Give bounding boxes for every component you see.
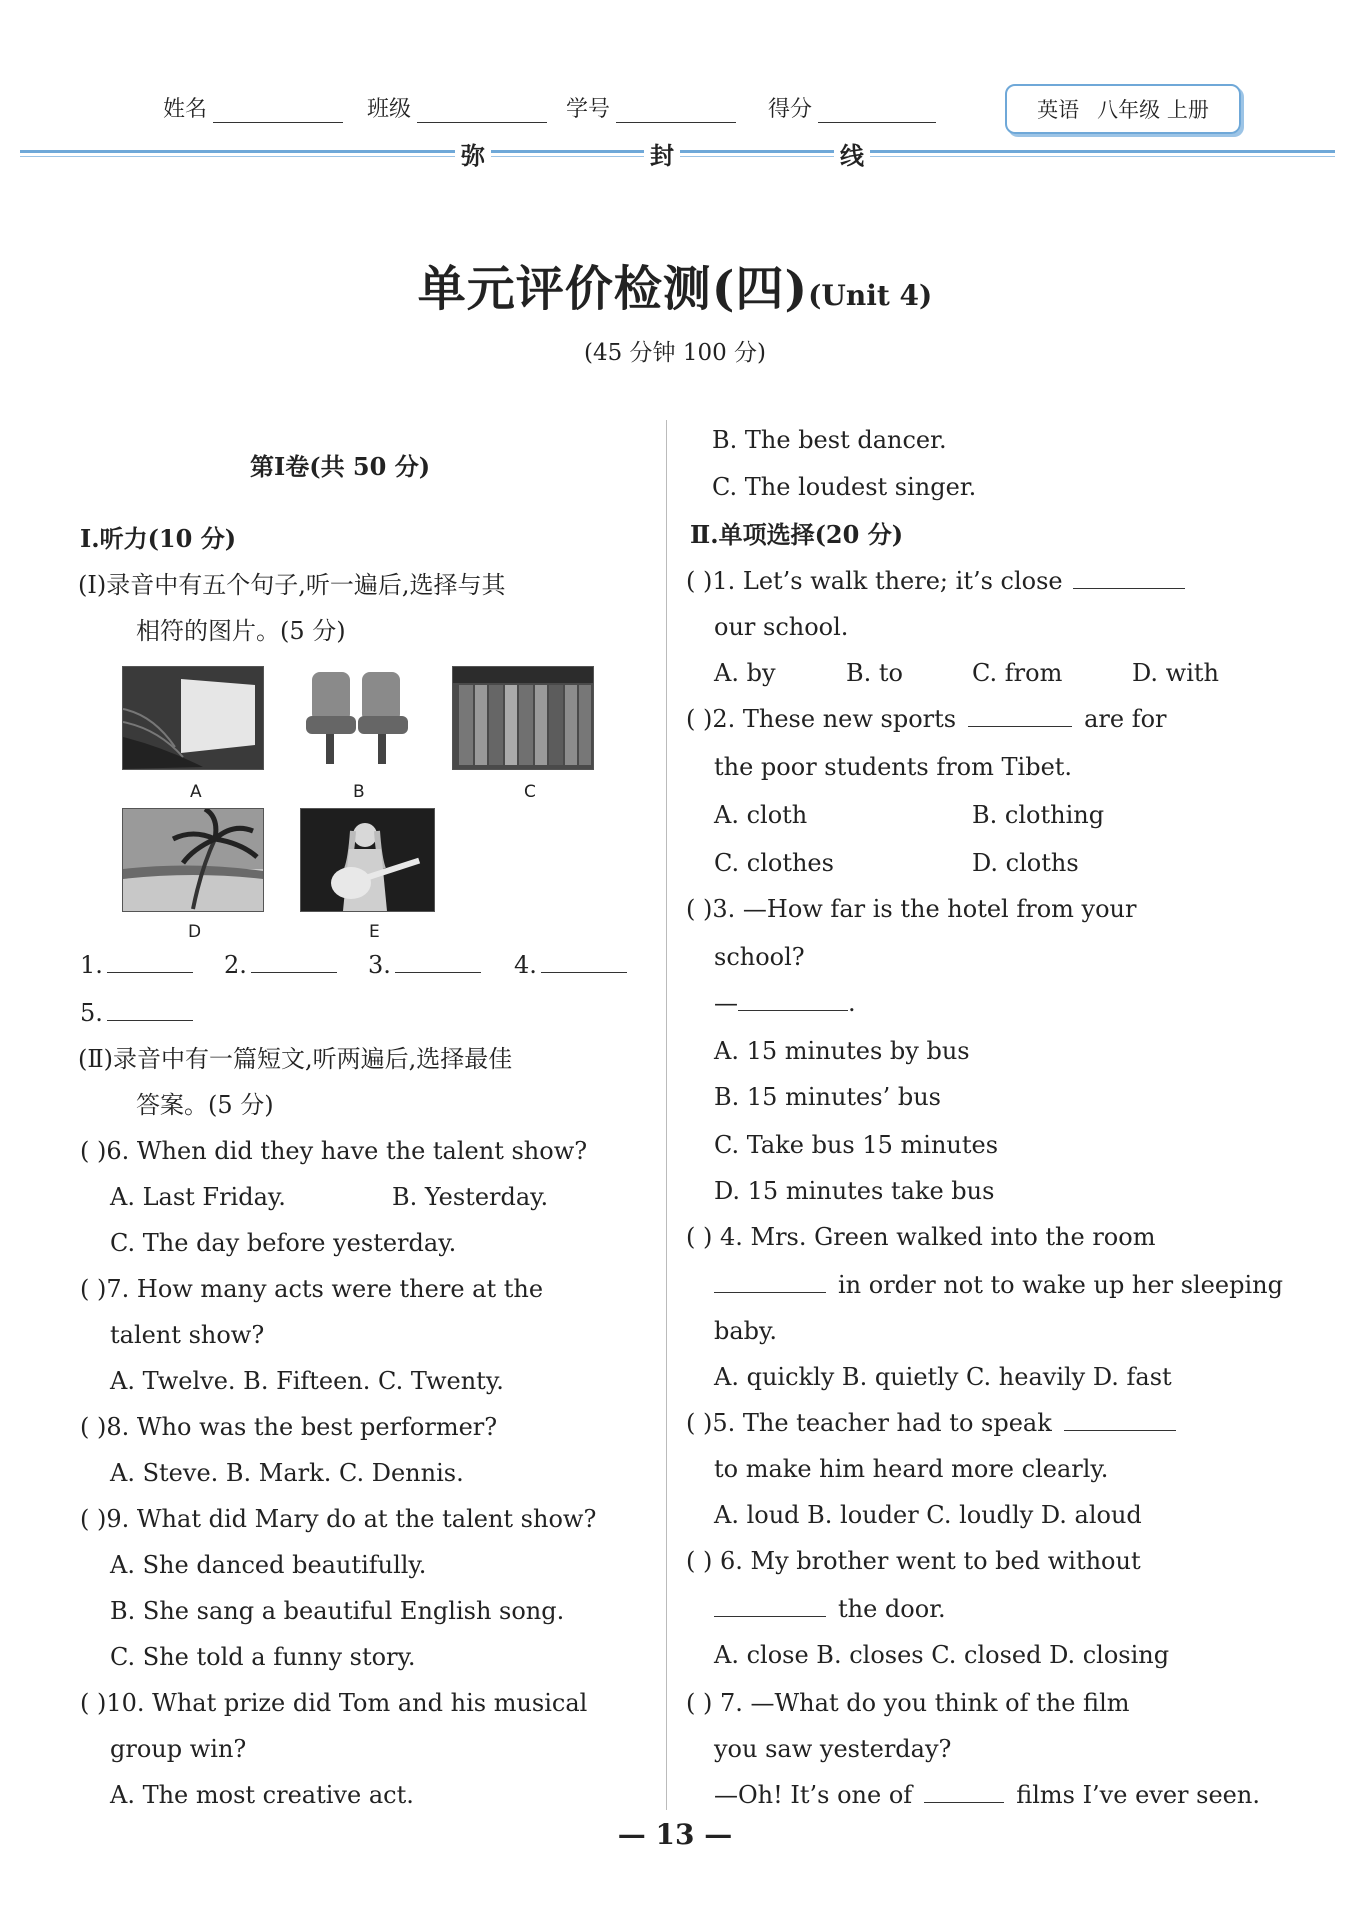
- s3-option-a: A. 15 minutes by bus: [714, 1037, 970, 1065]
- s3-stem-1: ( )3. —How far is the hotel from your: [686, 895, 1137, 923]
- q7-stem-1: ( )7. How many acts were there at the: [80, 1275, 544, 1303]
- q9-stem: ( )9. What did Mary do at the talent show?: [80, 1505, 597, 1533]
- answer-2: [224, 950, 337, 980]
- q6-option-c: C. The day before yesterday.: [110, 1229, 457, 1257]
- answer-3-blank[interactable]: [395, 950, 481, 973]
- title-main: 单元评价检测(四): [417, 261, 809, 317]
- s2-option-b: B. clothing: [972, 801, 1105, 829]
- s3-stem-2: school?: [714, 943, 805, 971]
- pic-label-b: B: [353, 782, 365, 802]
- pic-label-a: A: [190, 782, 202, 802]
- s2-option-c: C. clothes: [714, 849, 834, 877]
- s6-options: A. close B. closes C. closed D. closing: [714, 1641, 1170, 1669]
- q10-stem-2: group win?: [110, 1735, 247, 1763]
- s6-stem-2: [714, 1594, 946, 1624]
- section1-title: Ⅰ.听力(10 分): [80, 524, 237, 553]
- s7-stem-1: ( ) 7. —What do you think of the film: [686, 1689, 1130, 1717]
- s1-option-c: C. from: [972, 659, 1063, 687]
- sub2-instruction-2: 答案。(5 分): [136, 1091, 274, 1119]
- s2-stem-text: ( )2. These new sports: [686, 705, 957, 733]
- seal-char-2: 封: [644, 136, 680, 171]
- id-label: 学号: [566, 97, 611, 122]
- s5-stem-2: to make him heard more clearly.: [714, 1455, 1109, 1483]
- answer-5: [80, 998, 193, 1028]
- s1-option-d: D. with: [1132, 659, 1219, 687]
- answer-1-blank[interactable]: [107, 950, 193, 973]
- s3-dash: —: [714, 989, 738, 1017]
- q10-option-c: C. The loudest singer.: [712, 473, 977, 501]
- s2-blank[interactable]: [968, 704, 1072, 727]
- clothes-rack-icon: [453, 667, 593, 769]
- class-field: [367, 92, 547, 123]
- s5-stem-1: [686, 1408, 1176, 1438]
- q9-option-a: A. She danced beautifully.: [110, 1551, 427, 1579]
- picture-beach: [122, 808, 264, 912]
- name-blank[interactable]: [213, 98, 343, 123]
- s4-stem-3: baby.: [714, 1317, 778, 1345]
- subject-box: [1005, 84, 1241, 134]
- s6-blank[interactable]: [714, 1594, 826, 1617]
- s3-blank[interactable]: [738, 988, 848, 1011]
- s4-blank[interactable]: [714, 1270, 826, 1293]
- s4-stem-2: [714, 1270, 1283, 1300]
- guitar-singer-icon: [301, 809, 434, 911]
- answer-4-num: 4.: [514, 951, 537, 979]
- q10-option-a: A. The most creative act.: [110, 1781, 414, 1809]
- q10-stem-1: ( )10. What prize did Tom and his musical: [80, 1689, 588, 1717]
- answer-4: [514, 950, 627, 980]
- s7-stem-2: you saw yesterday?: [714, 1735, 952, 1763]
- answer-1: [80, 950, 193, 980]
- s1-option-b: B. to: [846, 659, 903, 687]
- s7-blank[interactable]: [924, 1780, 1004, 1803]
- s1-stem-1: [686, 566, 1185, 596]
- name-field: [163, 92, 343, 123]
- q7-options: A. Twelve. B. Fifteen. C. Twenty.: [110, 1367, 504, 1395]
- s4-options: A. quickly B. quietly C. heavily D. fast: [714, 1363, 1172, 1391]
- score-label: 得分: [768, 97, 813, 122]
- q9-option-b: B. She sang a beautiful English song.: [110, 1597, 565, 1625]
- subject-label: 英语: [1037, 98, 1080, 122]
- s7-stem-3: [714, 1780, 1260, 1810]
- pic-label-c: C: [524, 782, 536, 802]
- s3-dot: .: [848, 989, 856, 1017]
- pic-label-e: E: [369, 922, 380, 942]
- s1-stem-2: our school.: [714, 613, 849, 641]
- id-blank[interactable]: [616, 98, 736, 123]
- pic-label-d: D: [188, 922, 202, 942]
- s6-stem-text: the door.: [838, 1595, 946, 1623]
- class-label: 班级: [367, 97, 412, 122]
- title-unit: (Unit 4): [808, 279, 933, 312]
- picture-clothes: [452, 666, 594, 770]
- s5-options: A. loud B. louder C. loudly D. aloud: [714, 1501, 1142, 1529]
- answer-2-blank[interactable]: [251, 950, 337, 973]
- answer-3: [368, 950, 481, 980]
- answer-4-blank[interactable]: [541, 950, 627, 973]
- name-label: 姓名: [163, 97, 208, 122]
- grade-label: 八年级 上册: [1097, 98, 1209, 122]
- class-blank[interactable]: [417, 98, 547, 123]
- answer-5-num: 5.: [80, 999, 103, 1027]
- s6-stem-1: ( ) 6. My brother went to bed without: [686, 1547, 1141, 1575]
- picture-guitar-singer: [300, 808, 435, 912]
- s5-stem-text: ( )5. The teacher had to speak: [686, 1409, 1052, 1437]
- sub1-instruction-1: (Ⅰ)录音中有五个句子,听一遍后,选择与其: [78, 571, 506, 599]
- q6-option-a: A. Last Friday.: [110, 1183, 286, 1211]
- s1-blank[interactable]: [1073, 566, 1185, 589]
- s2-stem-tail: are for: [1084, 705, 1167, 733]
- answer-1-num: 1.: [80, 951, 103, 979]
- picture-seats: [300, 666, 416, 768]
- s3-answer-line: [714, 988, 856, 1018]
- picture-cinema: [122, 666, 264, 770]
- seal-char-1: 弥: [455, 136, 491, 171]
- s2-option-d: D. cloths: [972, 849, 1079, 877]
- q9-option-c: C. She told a funny story.: [110, 1643, 416, 1671]
- s4-stem-1: ( ) 4. Mrs. Green walked into the room: [686, 1223, 1156, 1251]
- answer-2-num: 2.: [224, 951, 247, 979]
- seal-char-3: 线: [834, 136, 870, 171]
- s3-option-b: B. 15 minutes’ bus: [714, 1083, 941, 1111]
- q6-option-b: B. Yesterday.: [392, 1183, 549, 1211]
- s5-blank[interactable]: [1064, 1408, 1176, 1431]
- s1-stem-text: ( )1. Let’s walk there; it’s close: [686, 567, 1063, 595]
- q8-options: A. Steve. B. Mark. C. Dennis.: [110, 1459, 464, 1487]
- cinema-screen-icon: [123, 667, 263, 769]
- time-score: (45 分钟 100 分): [583, 340, 767, 366]
- answer-5-blank[interactable]: [107, 998, 193, 1021]
- s3-option-d: D. 15 minutes take bus: [714, 1177, 995, 1205]
- s2-option-a: A. cloth: [714, 801, 808, 829]
- beach-palm-icon: [123, 809, 263, 911]
- q10-option-b: B. The best dancer.: [712, 426, 947, 454]
- page-number: — 13 —: [617, 1818, 733, 1851]
- q7-stem-2: talent show?: [110, 1321, 265, 1349]
- score-field: [768, 92, 936, 123]
- q8-stem: ( )8. Who was the best performer?: [80, 1413, 498, 1441]
- q6-stem: ( )6. When did they have the talent show?: [80, 1137, 588, 1165]
- section2-title: Ⅱ.单项选择(20 分): [690, 520, 904, 549]
- s7-stem-text: —Oh! It’s one of: [714, 1781, 913, 1809]
- sub2-instruction-1: (Ⅱ)录音中有一篇短文,听两遍后,选择最佳: [78, 1045, 513, 1073]
- s3-option-c: C. Take bus 15 minutes: [714, 1131, 999, 1159]
- s4-stem-text: in order not to wake up her sleeping: [838, 1271, 1283, 1299]
- s1-option-a: A. by: [714, 659, 776, 687]
- answer-3-num: 3.: [368, 951, 391, 979]
- s7-stem-tail: films I’ve ever seen.: [1016, 1781, 1260, 1809]
- column-divider: [666, 420, 667, 1810]
- s2-stem-2: the poor students from Tibet.: [714, 753, 1073, 781]
- page-title: [0, 250, 1350, 319]
- part-title: 第Ⅰ卷(共 50 分): [250, 452, 431, 481]
- sub1-instruction-2: 相符的图片。(5 分): [136, 617, 346, 645]
- s2-stem-1: [686, 704, 1167, 734]
- theater-seats-icon: [300, 666, 416, 768]
- id-field: [566, 92, 736, 123]
- score-blank[interactable]: [818, 98, 936, 123]
